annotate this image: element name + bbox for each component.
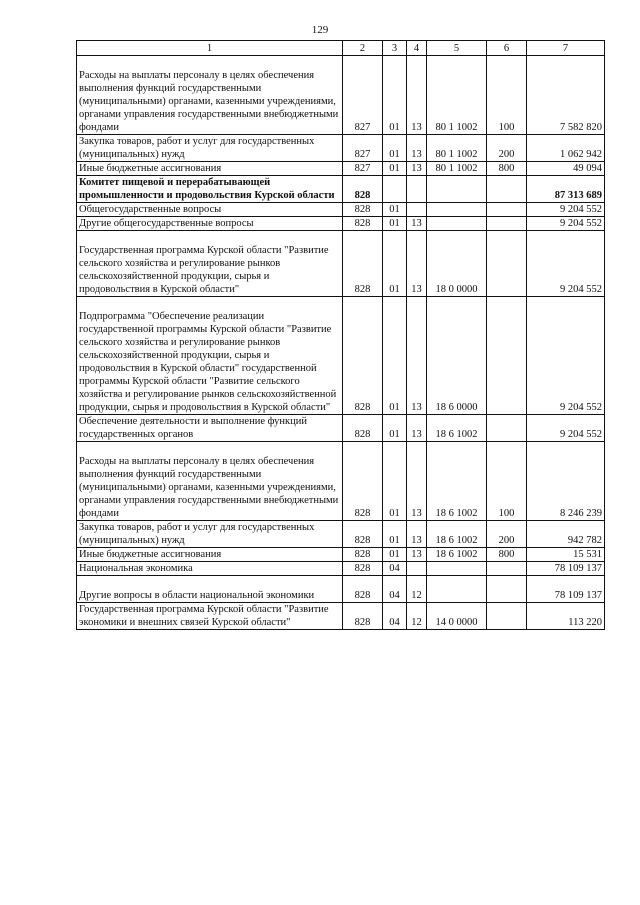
table-row [77,231,605,297]
column-header: 1 [77,41,343,56]
expense-type-cell: 200 [487,521,527,548]
target-article-cell: 18 0 0000 [427,231,487,297]
ved-code-cell: 828 [343,231,383,297]
amount-cell: 1 062 942 [527,135,605,162]
target-article-cell [427,562,487,576]
ved-code-cell: 828 [343,203,383,217]
expense-type-cell [487,576,527,603]
ved-code-cell: 828 [343,176,383,203]
budget-table [76,40,605,630]
amount-cell: 8 246 239 [527,442,605,521]
ved-code-cell: 828 [343,576,383,603]
target-article-cell: 18 6 1002 [427,442,487,521]
row-name-cell: Другие общегосударственные вопросы [77,217,343,231]
amount-cell: 9 204 552 [527,415,605,442]
target-article-cell [427,576,487,603]
amount-cell: 15 531 [527,548,605,562]
expense-type-cell [487,203,527,217]
section-code-cell: 04 [383,603,407,630]
target-article-cell: 80 1 1002 [427,162,487,176]
target-article-cell: 80 1 1002 [427,56,487,135]
table-row [77,562,605,576]
section-code-cell: 01 [383,217,407,231]
table-row [77,415,605,442]
target-article-cell [427,176,487,203]
amount-cell: 78 109 137 [527,576,605,603]
subsection-code-cell: 13 [407,442,427,521]
expense-type-cell [487,603,527,630]
row-name-cell: Закупка товаров, работ и услуг для государственных (муниципальных) нужд [77,521,343,548]
table-row [77,576,605,603]
subsection-code-cell: 13 [407,162,427,176]
ved-code-cell: 828 [343,217,383,231]
column-header: 3 [383,41,407,56]
section-code-cell: 01 [383,231,407,297]
target-article-cell [427,203,487,217]
ved-code-cell: 828 [343,415,383,442]
target-article-cell: 18 6 1002 [427,548,487,562]
target-article-cell: 80 1 1002 [427,135,487,162]
amount-cell: 78 109 137 [527,562,605,576]
ved-code-cell: 828 [343,297,383,415]
subsection-code-cell [407,562,427,576]
expense-type-cell [487,217,527,231]
amount-cell: 113 220 [527,603,605,630]
expense-type-cell [487,176,527,203]
page-number: 129 [311,24,329,36]
expense-type-cell: 100 [487,56,527,135]
subsection-code-cell: 13 [407,297,427,415]
subsection-code-cell: 12 [407,603,427,630]
section-code-cell: 01 [383,297,407,415]
target-article-cell: 14 0 0000 [427,603,487,630]
section-code-cell: 01 [383,521,407,548]
table-row [77,135,605,162]
subsection-code-cell: 12 [407,576,427,603]
expense-type-cell: 100 [487,442,527,521]
subsection-code-cell: 13 [407,56,427,135]
column-header: 4 [407,41,427,56]
ved-code-cell: 828 [343,521,383,548]
ved-code-cell: 828 [343,548,383,562]
expense-type-cell: 200 [487,135,527,162]
amount-cell: 9 204 552 [527,231,605,297]
table-row [77,442,605,521]
row-name-cell: Иные бюджетные ассигнования [77,548,343,562]
table-row [77,603,605,630]
section-code-cell: 04 [383,576,407,603]
amount-cell: 942 782 [527,521,605,548]
ved-code-cell: 828 [343,603,383,630]
subsection-code-cell [407,203,427,217]
expense-type-cell: 800 [487,548,527,562]
ved-code-cell: 827 [343,162,383,176]
column-header: 2 [343,41,383,56]
expense-type-cell [487,297,527,415]
expense-type-cell [487,231,527,297]
section-code-cell: 01 [383,415,407,442]
row-name-cell: Национальная экономика [77,562,343,576]
row-name-cell: Комитет пищевой и перерабатывающей промышленности и продовольствия Курской области [77,176,343,203]
table-row [77,176,605,203]
target-article-cell: 18 6 1002 [427,521,487,548]
section-code-cell: 01 [383,162,407,176]
subsection-code-cell [407,176,427,203]
expense-type-cell [487,415,527,442]
amount-cell: 49 094 [527,162,605,176]
subsection-code-cell: 13 [407,231,427,297]
subsection-code-cell: 13 [407,548,427,562]
expense-type-cell: 800 [487,162,527,176]
section-code-cell: 01 [383,442,407,521]
subsection-code-cell: 13 [407,415,427,442]
row-name-cell: Расходы на выплаты персоналу в целях обеспечения выполнения функций государственными (муниципальными) органами, казенными учреждениями, органами управления государственными внебюджетными фондами [77,442,343,521]
column-header: 7 [527,41,605,56]
section-code-cell: 01 [383,203,407,217]
section-code-cell: 01 [383,135,407,162]
amount-cell: 9 204 552 [527,297,605,415]
ved-code-cell: 828 [343,562,383,576]
table-row [77,56,605,135]
row-name-cell: Закупка товаров, работ и услуг для государственных (муниципальных) нужд [77,135,343,162]
subsection-code-cell: 13 [407,521,427,548]
header-row [77,41,605,56]
table-row [77,521,605,548]
amount-cell: 87 313 689 [527,176,605,203]
row-name-cell: Иные бюджетные ассигнования [77,162,343,176]
row-name-cell: Обеспечение деятельности и выполнение функций государственных органов [77,415,343,442]
target-article-cell: 18 6 0000 [427,297,487,415]
row-name-cell: Расходы на выплаты персоналу в целях обеспечения выполнения функций государственными (муниципальными) органами, казенными учреждениями, органами управления государственными внебюджетными фондами [77,56,343,135]
section-code-cell: 01 [383,548,407,562]
table-row [77,297,605,415]
row-name-cell: Общегосударственные вопросы [77,203,343,217]
amount-cell: 9 204 552 [527,203,605,217]
row-name-cell: Подпрограмма "Обеспечение реализации государственной программы Курской области "Развитие сельского хозяйства и регулирование рынков сельскохозяйственной продукции, сырья и продовольствия в Курской области" государственной программы Курской области "Развитие сельского хозяйства и регулирование рынков сельскохозяйственной продукции, сырья и продовольствия в Курской области" [77,297,343,415]
target-article-cell: 18 6 1002 [427,415,487,442]
section-code-cell: 01 [383,56,407,135]
ved-code-cell: 827 [343,56,383,135]
subsection-code-cell: 13 [407,217,427,231]
table-row [77,548,605,562]
amount-cell: 7 582 820 [527,56,605,135]
target-article-cell [427,217,487,231]
section-code-cell: 04 [383,562,407,576]
table-row [77,203,605,217]
ved-code-cell: 828 [343,442,383,521]
column-header: 5 [427,41,487,56]
row-name-cell: Другие вопросы в области национальной экономики [77,576,343,603]
section-code-cell [383,176,407,203]
table-row [77,162,605,176]
subsection-code-cell: 13 [407,135,427,162]
table-row [77,217,605,231]
row-name-cell: Государственная программа Курской области "Развитие сельского хозяйства и регулирование рынков сельскохозяйственной продукции, сырья и продовольствия в Курской области" [77,231,343,297]
row-name-cell: Государственная программа Курской области "Развитие экономики и внешних связей Курской области" [77,603,343,630]
ved-code-cell: 827 [343,135,383,162]
amount-cell: 9 204 552 [527,217,605,231]
expense-type-cell [487,562,527,576]
column-header: 6 [487,41,527,56]
